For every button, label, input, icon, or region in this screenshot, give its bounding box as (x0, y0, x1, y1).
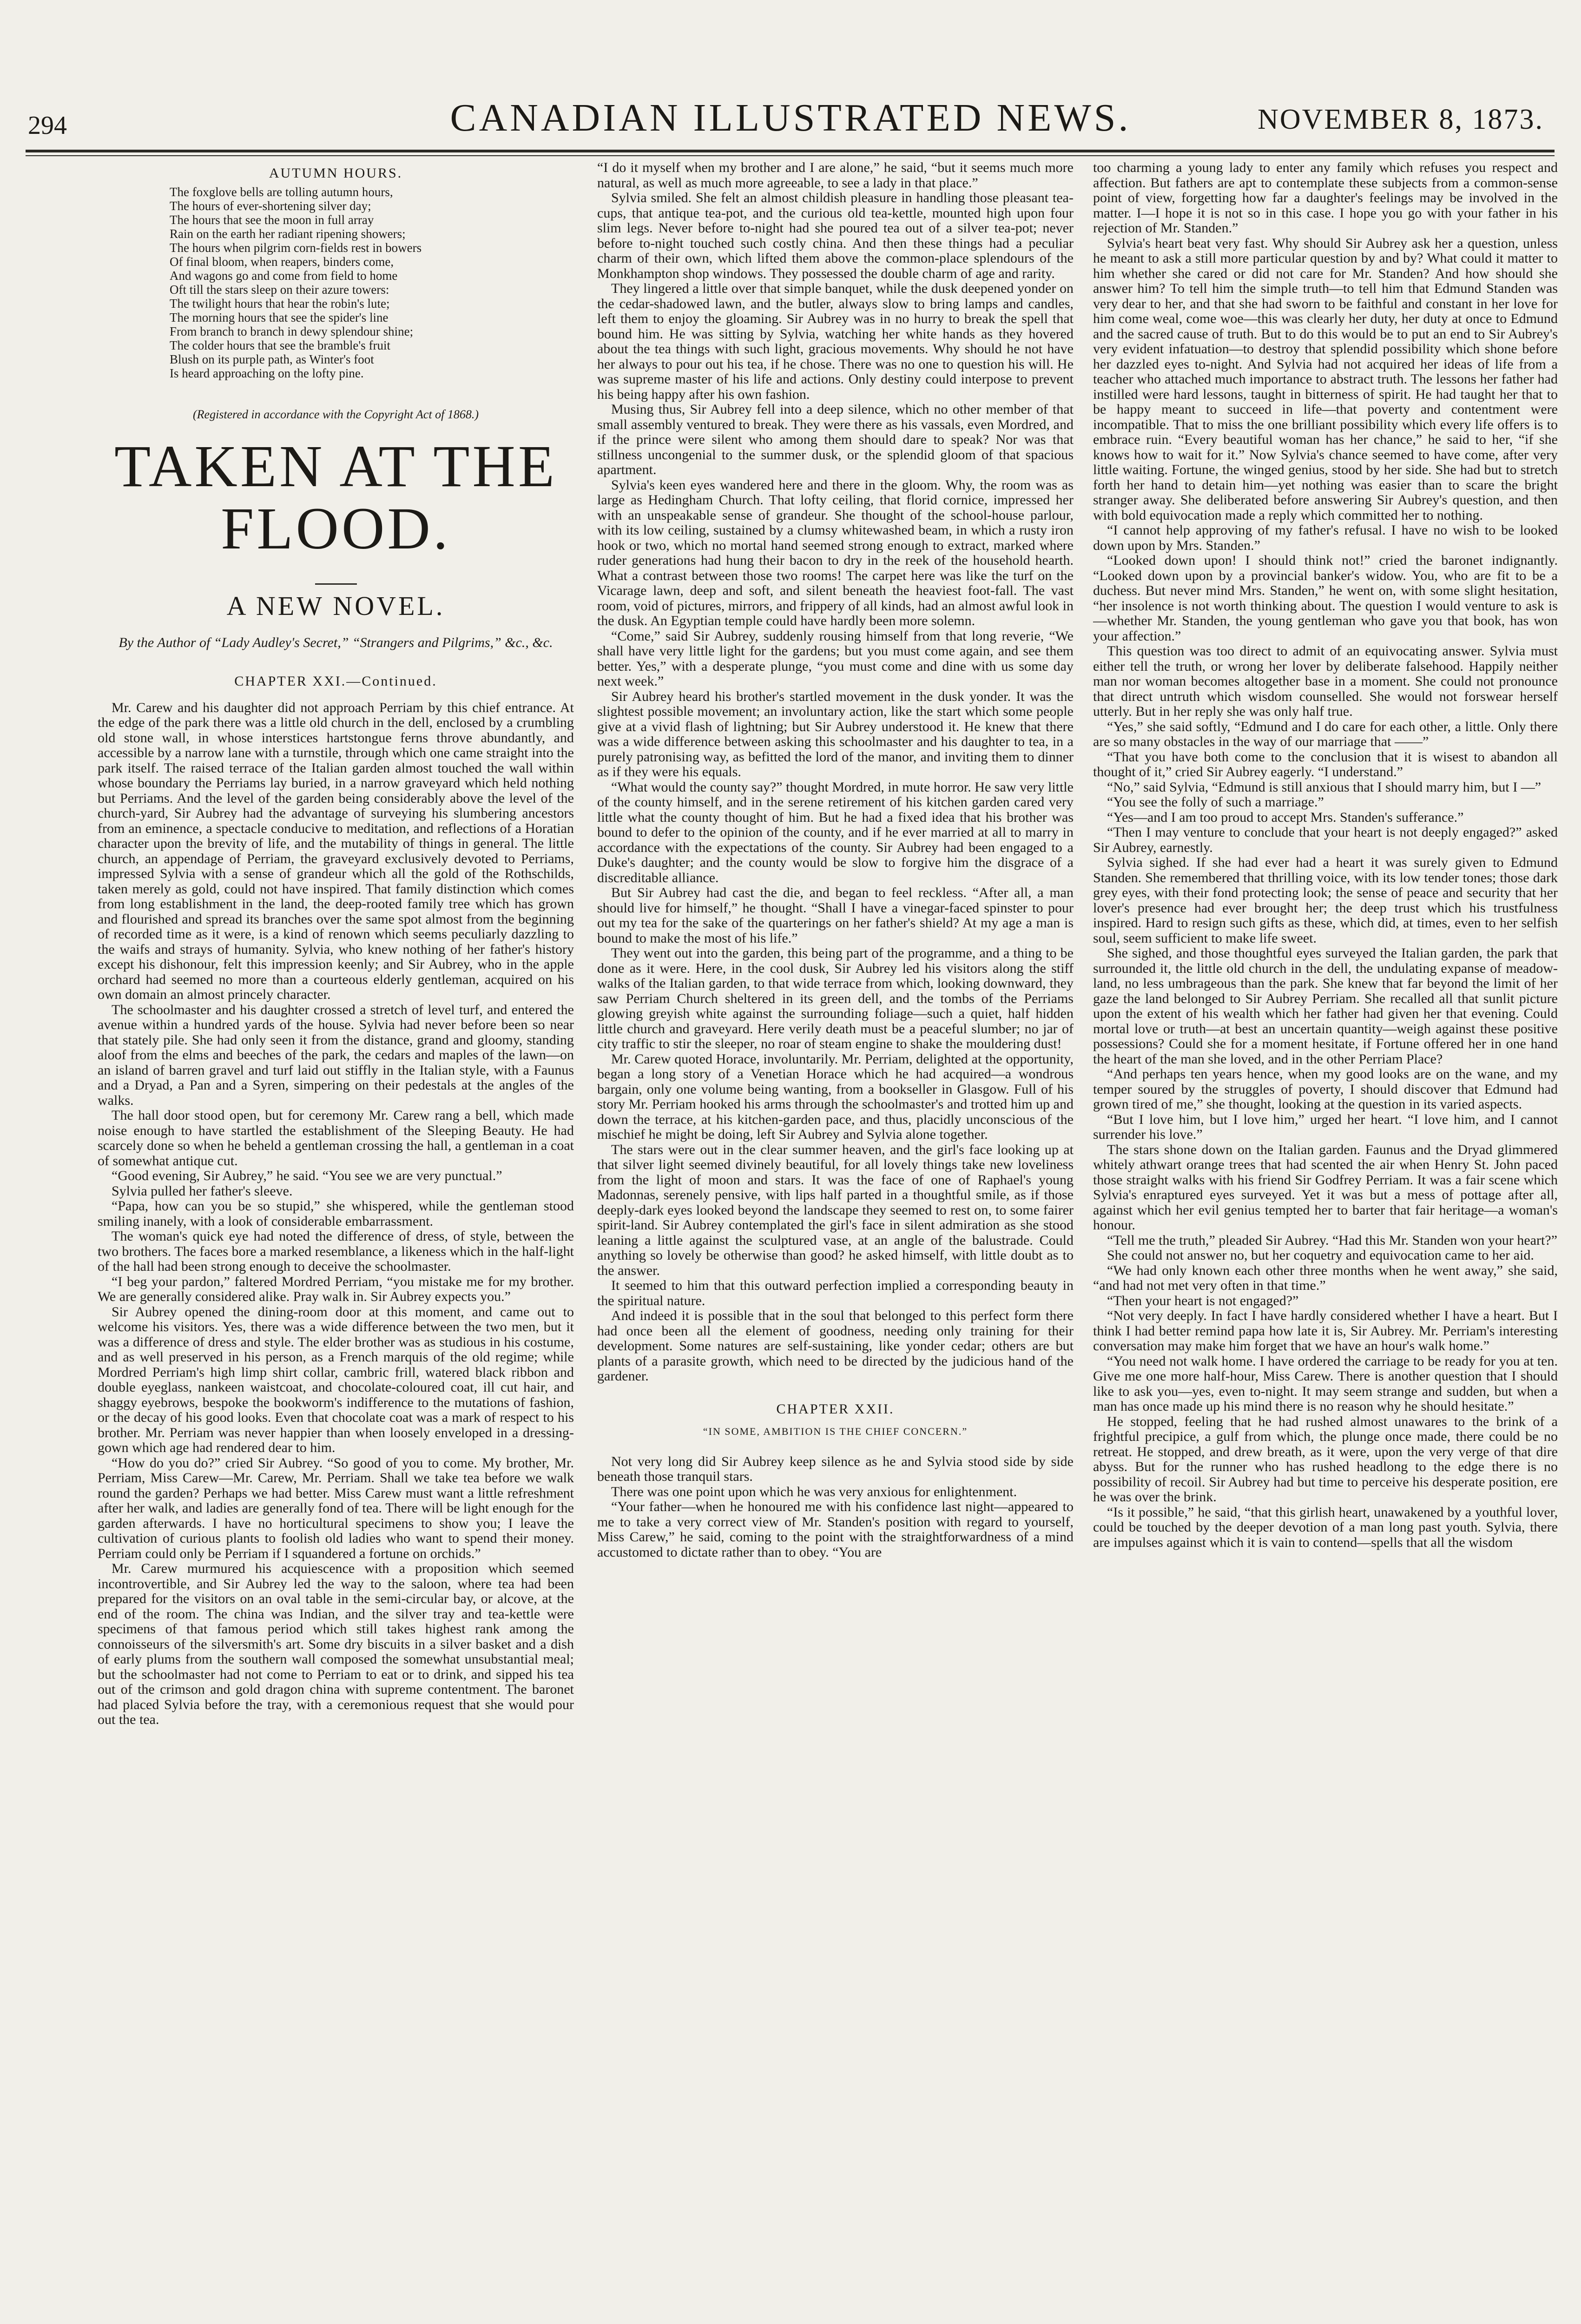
paragraph: Sylvia's heart beat very fast. Why should Sir Aubrey ask her a question, unless he meant to ask a still more particular question by and by? What could it matter to him whether she cared or did not care for Mr. Standen? And how should she answer him? To tell him the simple truth—to tell him that Edmund Standen was very dear to her, and that she had sworn to be faithful and constant in her love for him come weal, come woe—this was clearly her duty, her duty at once to Edmund and the sacred cause of truth. But to do this would be to put an end to Sir Aubrey's very evident infatuation—to destroy that splendid possibility which shone before her dazzled eyes to-night. And Sylvia had not acquired her ideas of life from a teacher who attached much importance to abstract truth. The lessons her father had instilled were hard lessons, taught in bitterness of spirit. He had taught her that to be happy meant to succeed in life—that poverty and contentment were incompatible. That to miss the one brilliant possibility which every life offers is to embrace ruin. “Every beautiful woman has her chance,” he said to her, “if she knows how to wait for it.” Now Sylvia's chance seemed to have come, after very little waiting. Fortune, the winged genius, stood by her side. She had but to stretch forth her hand to detain him—yet nothing was easier than to scare the bright stranger away. She deliberated before answering Sir Aubrey's question, and then with bold equivocation made a reply which committed her to nothing. (1093, 235, 1558, 523)
paragraph: “Tell me the truth,” pleaded Sir Aubrey. “Had this Mr. Standen won your heart?” (1107, 1232, 1558, 1248)
paragraph: She sighed, and those thoughtful eyes surveyed the Italian garden, the park that surrounded it, the little old church in the dell, the undulating expanse of meadow-land, no less umbrageous than the park. She knew that far beyond the limit of her gaze the land belonged to Sir Aubrey Perriam. She recalled all that sunlit picture upon the extent of his wealth which her father had given her that evening. Could mortal love or truth—at best an uncertain quantity—weigh against these positive possessions? Could she for a moment hesitate, if Fortune offered her in one hand the heart of the man she loved, and in the other Perriam Place? (1093, 945, 1558, 1067)
paragraph: “I do it myself when my brother and I are alone,” he said, “but it seems much more natural, as well as much more agreeable, to see a lady in that place.” (597, 160, 1074, 191)
paragraph: “How do you do?” cried Sir Aubrey. “So good of you to come. My brother, Mr. Perriam, Miss Carew—Mr. Carew, Mr. Perriam. Shall we take tea before we walk round the garden? Perhaps we had better. Miss Carew must want a little refreshment after her walk, and ladies are generally fond of tea. There will be light enough for the garden afterwards. I have no horticultural specimens to show you; I leave the cultivation of curious plants to foolish old ladies who want to spend their money. Perriam could only be Perriam if I squandered a fortune on orchids.” (98, 1455, 574, 1561)
paragraph: “You see the folly of such a marriage.” (1107, 794, 1324, 810)
paragraph: The schoolmaster and his daughter crossed a stretch of level turf, and entered the avenue within a hundred yards of the house. Sylvia had never before been so near that stately pile. She had only seen it from the distance, grand and gloomy, standing aloof from the elms and beeches of the park, the cedars and maples of the lawn—on an island of barren gravel and turf laid out stiffly in the Italian style, with a Faunus and a Dryad, a Pan and a Syren, simpering on their pedestals at the angles of the walks. (98, 1002, 574, 1108)
masthead-title: CANADIAN ILLUSTRATED NEWS. (450, 96, 1131, 139)
paragraph: Not very long did Sir Aubrey keep silence as he and Sylvia stood side by side beneath those tranquil stars. (597, 1453, 1074, 1484)
poem-line: And wagons go and come from field to home (170, 268, 398, 283)
paragraph: “Then I may venture to conclude that your heart is not deeply engaged?” asked Sir Aubrey, earnestly. (1093, 825, 1558, 855)
paragraph: “But I love him, but I love him,” urged her heart. “I love him, and I cannot surrender his love.” (1093, 1111, 1558, 1142)
paragraph: The stars were out in the clear summer heaven, and the girl's face looking up at that silver light seemed divinely beautiful, for all lovely things take new loveliness from the light of moon and stars. It was the face of one of Raphael's young Madonnas, serenely pensive, with lips half parted in a thoughtful smile, as if those deeply-dark eyes looked beyond the landscape they seemed to rest on, to some fairer spirit-land. Sir Aubrey contemplated the girl's face in silent admiration as she stood leaning a little against the sculptured vase, at an angle of the balustrade. Could anything so lovely be otherwise than good? he asked himself, with little doubt as to the answer. (597, 1142, 1074, 1278)
paragraph: She could not answer no, but her coquetry and equivocation came to her aid. (1107, 1248, 1534, 1263)
paragraph: The stars shone down on the Italian garden. Faunus and the Dryad glimmered whitely athwart orange trees that had scented the air when Henry St. John paced those straight walks with his friend Sir Godfrey Perriam. It was a fair scene which Sylvia's enraptured eyes surveyed. Yet it was but a mess of pottage after all, against which her evil genius tempted her to barter that fair heritage—a woman's honour. (1093, 1142, 1558, 1233)
poem-line: From branch to branch in dewy splendour shine; (170, 324, 414, 338)
paragraph: Sylvia's keen eyes wandered here and there in the gloom. Why, the room was as large as Hedingham Church. That lofty ceiling, that florid cornice, impressed her with an unspeakable sense of grandeur. She thought of the school-house parlour, with its low ceiling, sustained by a clumsy whitewashed beam, in which a rusty iron hook or two, which no mortal hand seemed strong enough to extract, marked where ruder generations had hung their bacon to dry in the reek of the household hearth. What a contrast between those two rooms! The carpet here was like the turf on the Vicarage lawn, deep and soft, and silent beneath the heaviest foot-fall. The vast room, void of pictures, mirrors, and frippery of all kinds, had an almost awful look in the dusk. An Egyptian temple could have hardly been more solemn. (597, 477, 1074, 628)
paragraph: “We had only known each other three months when he went away,” she said, “and had not met very often in that time.” (1093, 1262, 1558, 1293)
paragraph: Musing thus, Sir Aubrey fell into a deep silence, which no other member of that small assembly ventured to break. They were there as his vassals, even Mordred, and if the prince were silent who among them should dare to speak? Nor was that stillness uncongenial to the summer dusk, or the splendid gloom of that spacious apartment. (597, 402, 1074, 477)
novel-byline: By the Author of “Lady Audley's Secret,” “Strangers and Pilgrims,” &c., &c. (119, 635, 553, 651)
column-1 (98, 160, 574, 2312)
poem-line: The hours when pilgrim corn-fields rest in bowers (170, 240, 422, 255)
chapter-epigraph: “IN SOME, AMBITION IS THE CHIEF CONCERN.” (703, 1426, 968, 1437)
copyright-note: (Registered in accordance with the Copyright Act of 1868.) (193, 407, 479, 421)
poem-line: Is heard approaching on the lofty pine. (170, 366, 364, 380)
poem-line: Rain on the earth her radiant ripening showers; (170, 226, 406, 241)
column-3-text (1093, 160, 1558, 1550)
paragraph: “Come,” said Sir Aubrey, suddenly rousing himself from that long reverie, “We shall have very little light for the gardens; but you must come again, and see them better. Yes,” with a desperate plunge, “you must come and dine with us some day next week.” (597, 628, 1074, 689)
column-3 (1093, 160, 1558, 2312)
paragraph: Sir Aubrey opened the dining-room door at this moment, and came out to welcome his visitors. Yes, there was a wide difference between the two men, but it was a difference of dress and style. The elder brother was as studious in his costume, and as well preserved in his person, as a French marquis of the old regime; while Mordred Perriam's high limp shirt collar, cambric frill, watered black ribbon and double eyeglass, nankeen waistcoat, and chocolate-coloured coat, ill cut hair, and shaggy eyebrows, bespoke the bookworm's indifference to the mutations of fashion, or the decay of his good looks. Even that chocolate coat was a mark of respect to his brother. Mr. Perriam was never happier than when loosely enveloped in a dressing-gown which age had rendered dear to him. (98, 1304, 574, 1456)
paragraph: They went out into the garden, this being part of the programme, and a thing to be done as it were. Here, in the cool dusk, Sir Aubrey led his visitors along the stiff walks of the Italian garden, to that wide terrace from which, looking downward, they saw Perriam Church sheltered in its green dell, and the tombs of the Perriams glowing greyish white against the surrounding foliage—such a quiet, half hidden little church and graveyard. Here verily death must be a peaceful slumber; no jar of city traffic to stir the sleeper, no roar of steam engine to shake the mouldering dust! (597, 945, 1074, 1051)
paragraph: The woman's quick eye had noted the difference of dress, of style, between the two brothers. The faces bore a marked resemblance, a likeness which in the half-light of the hall had been strong enough to deceive the schoolmaster. (98, 1228, 574, 1274)
header-rule (26, 150, 1555, 152)
paragraph: “You need not walk home. I have ordered the carriage to be ready for you at ten. Give me one more half-hour, Miss Carew. There is another question that I should like to ask you—yes, even to-night. It may seem strange and sudden, but when a man has once made up his mind there is no reason why he should hesitate.” (1093, 1353, 1558, 1414)
novel-subtitle: A NEW NOVEL. (226, 590, 445, 621)
title-divider (315, 583, 357, 585)
paragraph: He stopped, feeling that he had rushed almost unawares to the brink of a frightful precipice, a gulf from which, the plunge once made, there could be no retreat. He stopped, and drew breath, as it were, upon the very verge of that dire abyss. But for the runner who has rushed headlong to the edge there is no possibility of recoil. Sir Aubrey had but time to perceive his desperate position, ere he was over the brink. (1093, 1413, 1558, 1505)
paragraph: “I beg your pardon,” faltered Mordred Perriam, “you mistake me for my brother. We are generally considered alike. Pray walk in. Sir Aubrey expects you.” (98, 1274, 574, 1305)
paragraph: “Then your heart is not engaged?” (1107, 1293, 1299, 1308)
paragraph: “Yes—and I am too proud to accept Mrs. Standen's sufferance.” (1107, 809, 1464, 825)
paragraph: “Yes,” she said softly, “Edmund and I do care for each other, a little. Only there are so many obstacles in the way of our marriage that ——” (1093, 719, 1558, 749)
paragraph: But Sir Aubrey had cast the die, and began to feel reckless. “After all, a man should live for himself,” he thought. “Shall I have a vinegar-faced spinster to pour out my tea for the sake of the quarterings on her father's shield? At my age a man is bound to make the most of his life.” (597, 885, 1074, 946)
paragraph: Mr. Carew and his daughter did not approach Perriam by this chief entrance. At the edge of the park there was a little old church in the dell, enclosed by a crumbling old stone wall, in whose interstices hartstongue ferns throve abundantly, and accessible by a narrow lane with a turnstile, through which one came straight into the park itself. The raised terrace of the Italian garden almost touched the wall within whose boundary the Perriams lay buried, in a narrow graveyard which held nothing but Perriams. And the level of the garden being considerably above the level of the church-yard, Sir Aubrey had the advantage of surveying his slumbering ancestors from an eminence, a spectacle conducive to meditation, and reflections of a Horatian character upon the brevity of life, and the mutability of things in general. The little church, an appendage of Perriam, the graveyard exclusively devoted to Perriams, impressed Sylvia with a sense of grandeur which all the gold of the Rothschilds, taken merely as gold, could not have inspired. That family distinction which comes from long establishment in the land, the deep-rooted family tree which has grown and flourished and spread its branches over the same spot almost from the beginning of recorded time as it were, is a kind of renown which seems peculiarly dazzling to the waifs and strays of humanity. Sylvia, who knew nothing of her father's history except his dishonour, felt this impression keenly; and Sir Aubrey, who in the apple orchard had seemed no more than a courteous elderly gentleman, acquired on his own domain an almost princely character. (98, 700, 574, 1003)
paragraph: The hall door stood open, but for ceremony Mr. Carew rang a bell, which made noise enough to have startled the establishment of the Sleeping Beauty. He had scarcely done so when he beheld a gentleman crossing the hall, a gentleman in a coat of somewhat antique cut. (98, 1108, 574, 1169)
paragraph: This question was too direct to admit of an equivocating answer. Sylvia must either tell the truth, or wrong her lover by deliberate falsehood. Happily neither man nor woman becomes altogether base in a moment. She could not pronounce that direct untruth which wisdom counselled. She would not forswear herself utterly. But in her reply she was only half true. (1093, 643, 1558, 719)
chapter-heading: CHAPTER XXII. (776, 1401, 895, 1417)
poem-line: The hours of ever-shortening silver day; (170, 198, 371, 213)
poem-line: The colder hours that see the bramble's fruit (170, 338, 390, 352)
poem-line: Oft till the stars sleep on their azure towers: (170, 282, 389, 297)
paragraph: Mr. Carew murmured his acquiescence with a proposition which seemed incontrovertible, and Sir Aubrey led the way to the saloon, where tea had been prepared for the visitors on an oval table in the semi-circular bay, or alcove, at the end of the room. The china was Indian, and the silver tray and tea-kettle were specimens of that famous period which still takes highest rank among the connoisseurs of the silversmith's art. Some dry biscuits in a silver basket and a dish of early plums from the southern wall composed the somewhat unsubstantial meal; but the schoolmaster had not come to Perriam to eat or to drink, and sipped his tea out of the crimson and gold dragon china with supreme contentment. The baronet had placed Sylvia before the tray, with a ceremonious request that she would pour out the tea. (98, 1561, 574, 1728)
chapter-heading-continued: CHAPTER XXI.—Continued. (234, 673, 437, 689)
paragraph: There was one point upon which he was very anxious for enlightenment. (611, 1484, 1017, 1499)
poem-line: Blush on its purple path, as Winter's foot (170, 352, 374, 366)
paragraph: Sylvia pulled her father's sleeve. (112, 1183, 293, 1199)
paragraph: Sylvia sighed. If she had ever had a heart it was surely given to Edmund Standen. She remembered that thrilling voice, with its low tender tones; those dark grey eyes, with their fond protecting look; the sense of peace and security that her lover's presence had ever brought her; the deep trust which his trustfulness inspired. Hard to resign such gifts as these, which did, at times, even to her selfish soul, seem sufficient to make life sweet. (1093, 855, 1558, 946)
column-1-text (98, 700, 574, 1728)
column-2-chapter-text (597, 1454, 1074, 1560)
header-rule-thin (26, 155, 1555, 156)
novel-title: TAKEN AT THE FLOOD. (114, 433, 557, 562)
poem-line: The foxglove bells are tolling autumn hours, (170, 185, 393, 199)
paragraph: “And perhaps ten years hence, when my good looks are on the wane, and my temper soured by the struggles of poverty, I should discover that Edmund had grown tired of me,” she thought, looking at the question in its varied aspects. (1093, 1066, 1558, 1112)
paragraph: “No,” said Sylvia, “Edmund is still anxious that I should marry him, but I —” (1107, 779, 1541, 795)
paragraph: It seemed to him that this outward perfection implied a corresponding beauty in the spiritual nature. (597, 1278, 1074, 1308)
paragraph: And indeed it is possible that in the soul that belonged to this perfect form there had once been all the element of goodness, needing only training for their development. Some natures are self-sustaining, like yonder cedar; others are but plants of a parasite growth, which need to be directed by the judicious hand of the gardener. (597, 1308, 1074, 1384)
poem-line: The morning hours that see the spider's line (170, 310, 389, 324)
page-number: 294 (28, 111, 67, 140)
paragraph: too charming a young lady to enter any family which refuses you respect and affection. But fathers are apt to contemplate these subjects from a common-sense point of view, forgetting how far a daughter's feelings may be involved in the matter. I—I hope it is not so in this case. I hope you go with your father in his rejection of Mr. Standen.” (1093, 160, 1558, 236)
poem-line: The hours that see the moon in full array (170, 212, 374, 227)
paragraph: “Good evening, Sir Aubrey,” he said. “You see we are very punctual.” (112, 1168, 502, 1184)
paragraph: “Looked down upon! I should think not!” cried the baronet indignantly. “Looked down upon by a provincial banker's widow. You, who are fit to be a duchess. But never mind Mrs. Standen,” he went on, with some slight hesitation, “her insolence is not worth thinking about. The question I would venture to ask is—whether Mr. Standen, the young gentleman who gave you that book, has won your affection.” (1093, 553, 1558, 644)
paragraph: They lingered a little over that simple banquet, while the dusk deepened yonder on the cedar-shadowed lawn, and the butler, always slow to bring lamps and candles, left them to enjoy the gloaming. Sir Aubrey was in no hurry to break the spell that bound him. He was sitting by Sylvia, watching her white hands as they hovered about the tea things with such light, gracious movements. Why should he not have her always to pour out his tea, if he chose. There was no one to question his will. He was supreme master of his life and actions. Only destiny could interpose to prevent his being happy after his own fashion. (597, 281, 1074, 402)
paragraph: “That you have both come to the conclusion that it is wisest to abandon all thought of it,” cried Sir Aubrey eagerly. “I understand.” (1093, 749, 1558, 779)
paragraph: “Not very deeply. In fact I have hardly considered whether I have a heart. But I think I had better remind papa how late it is, Sir Aubrey. Mr. Perriam's interesting conversation may make him forget that we have an hour's walk home.” (1093, 1308, 1558, 1353)
paragraph: “Papa, how can you be so stupid,” she whispered, while the gentleman stood smiling inanely, with a look of considerable embarrassment. (98, 1198, 574, 1229)
paragraph: Sir Aubrey heard his brother's startled movement in the dusk yonder. It was the slightest possible movement; an involuntary action, like the start which some people give at a vivid flash of lightning; but Sir Aubrey understood it. He knew that there was a wide difference between asking this schoolmaster and his daughter to tea, in a purely patronising way, as befitted the lord of the manor, and inviting them to dinner as if they were his equals. (597, 688, 1074, 779)
poem-line: The twilight hours that hear the robin's lute; (170, 296, 390, 310)
column-2-text (597, 160, 1074, 1384)
poem-title: AUTUMN HOURS. (269, 165, 403, 181)
paragraph: “Is it possible,” he said, “that this girlish heart, unawakened by a youthful lover, could be touched by the deeper devotion of a man long past youth. Sylvia, there are impulses against which it is vain to contend—spells that all the wisdom (1093, 1504, 1558, 1550)
column-2 (597, 160, 1074, 2312)
issue-date: NOVEMBER 8, 1873. (1258, 104, 1544, 135)
paragraph: “What would the county say?” thought Mordred, in mute horror. He saw very little of the county himself, and in the serene retirement of his kitchen garden cared very little what the county thought of him. But he had a fixed idea that his brother was bound to defer to the opinion of the county, and if he ever married at all to marry in accordance with the expectations of the county. Sir Aubrey had been engaged to a Duke's daughter; and the county would be slow to forgive him the disgrace of a discreditable alliance. (597, 779, 1074, 885)
paragraph: Mr. Carew quoted Horace, involuntarily. Mr. Perriam, delighted at the opportunity, began a long story of a Venetian Horace which he had acquired—a wondrous bargain, only one volume being wanting, from a bookseller in Glasgow. Full of his story Mr. Perriam hooked his arms through the schoolmaster's and trotted him up and down the terrace, at his kitchen-garden pace, and thus, placidly unconscious of the mischief he might be doing, left Sir Aubrey and Sylvia alone together. (597, 1051, 1074, 1142)
poem-body (170, 185, 574, 380)
paragraph: “I cannot help approving of my father's refusal. I have no wish to be looked down upon by Mrs. Standen.” (1093, 522, 1558, 553)
poem-line: Of final bloom, when reapers, binders come, (170, 254, 394, 269)
paragraph: “Your father—when he honoured me with his confidence last night—appeared to me to take a very correct view of Mr. Standen's position with regard to yourself, Miss Carew,” he said, coming to the point with the straightforwardness of a mind accustomed to dictate rather than to obey. “You are (597, 1499, 1074, 1560)
paragraph: Sylvia smiled. She felt an almost childish pleasure in handling those pleasant tea-cups, that antique tea-pot, and the curious old tea-kettle, mounted high upon four slim legs. Never before to-night had she poured tea out of a silver tea-pot; never before to-night touched such costly china. And then these things had a peculiar charm of their own, which lifted them above the common-place splendours of the Monkhampton shop windows. They possessed the double charm of age and rarity. (597, 190, 1074, 281)
